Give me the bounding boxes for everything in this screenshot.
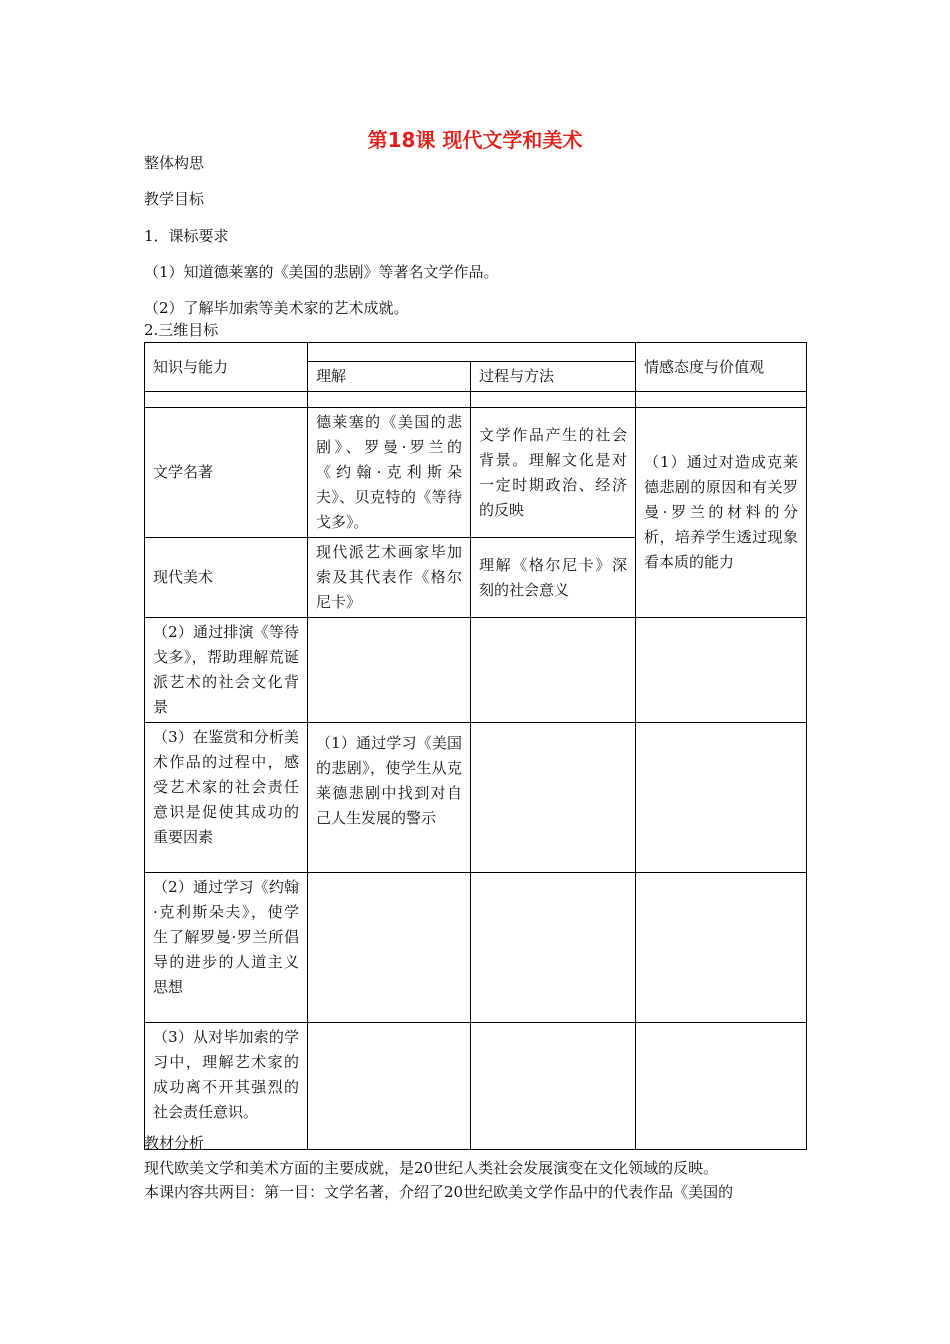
spacer-cell [308, 392, 471, 408]
empty-cell [308, 618, 471, 723]
spacer-cell [145, 392, 308, 408]
material-heading: 教材分析 [144, 1134, 205, 1152]
empty-cell [636, 723, 807, 873]
row-literature-understand: 德莱塞的《美国的悲剧》、罗曼·罗兰的《约翰·克利斯朵夫》、贝克特的《等待戈多》。 [308, 408, 471, 538]
row5-knowledge: （3）在鉴赏和分析美术作品的过程中，感受艺术家的社会责任意识是促使其成功的重要因素 [145, 723, 308, 873]
row7-knowledge: （3）从对毕加索的学习中，理解艺术家的成功离不开其强烈的社会责任意识。 [145, 1023, 308, 1150]
row-literature-process: 文学作品产生的社会背景。理解文化是对一定时期政治、经济的反映 [471, 408, 636, 538]
analysis-paragraph-1: 现代欧美文学和美术方面的主要成就，是20世纪人类社会发展演变在文化领域的反映。 [144, 1159, 719, 1177]
three-dim-heading: 2.三维目标 [144, 321, 219, 339]
empty-cell [471, 618, 636, 723]
requirement-2: （2）了解毕加索等美术家的艺术成就。 [144, 299, 409, 317]
header-understand: 理解 [308, 362, 471, 392]
requirements-heading: 1．课标要求 [144, 227, 229, 245]
header-blank [308, 343, 636, 362]
row4-knowledge: （2）通过排演《等待戈多》，帮助理解荒诞派艺术的社会文化背景 [145, 618, 308, 723]
attitude-1: （1）通过对造成克莱德悲剧的原因和有关罗曼·罗兰的材料的分析，培养学生透过现象看本质的能力 [636, 408, 807, 618]
empty-cell [636, 873, 807, 1023]
header-process: 过程与方法 [471, 362, 636, 392]
empty-cell [636, 1023, 807, 1150]
row-art-process: 理解《格尔尼卡》深刻的社会意义 [471, 538, 636, 618]
spacer-cell [636, 392, 807, 408]
row-art-understand: 现代派艺术画家毕加索及其代表作《格尔尼卡》 [308, 538, 471, 618]
overall-heading: 整体构思 [144, 154, 205, 172]
empty-cell [471, 1023, 636, 1150]
header-knowledge: 知识与能力 [145, 343, 308, 392]
analysis-paragraph-2: 本课内容共两目：第一目：文学名著，介绍了20世纪欧美文学作品中的代表作品《美国的 [144, 1183, 734, 1201]
header-attitude: 情感态度与价值观 [636, 343, 807, 392]
row6-knowledge: （2）通过学习《约翰·克利斯朵夫》，使学生了解罗曼·罗兰所倡导的进步的人道主义思想 [145, 873, 308, 1023]
spacer-cell [471, 392, 636, 408]
requirement-1: （1）知道德莱塞的《美国的悲剧》等著名文学作品。 [144, 263, 499, 281]
empty-cell [471, 723, 636, 873]
empty-cell [636, 618, 807, 723]
row5-understand: （1）通过学习《美国的悲剧》，使学生从克莱德悲剧中找到对自己人生发展的警示 [308, 723, 471, 873]
goals-table [144, 342, 807, 1150]
empty-cell [308, 1023, 471, 1150]
row-literature-label: 文学名著 [145, 408, 308, 538]
row-art-label: 现代美术 [145, 538, 308, 618]
goals-heading: 教学目标 [144, 190, 205, 208]
page-title: 第18课 现代文学和美术 [367, 128, 583, 152]
empty-cell [308, 873, 471, 1023]
empty-cell [471, 873, 636, 1023]
